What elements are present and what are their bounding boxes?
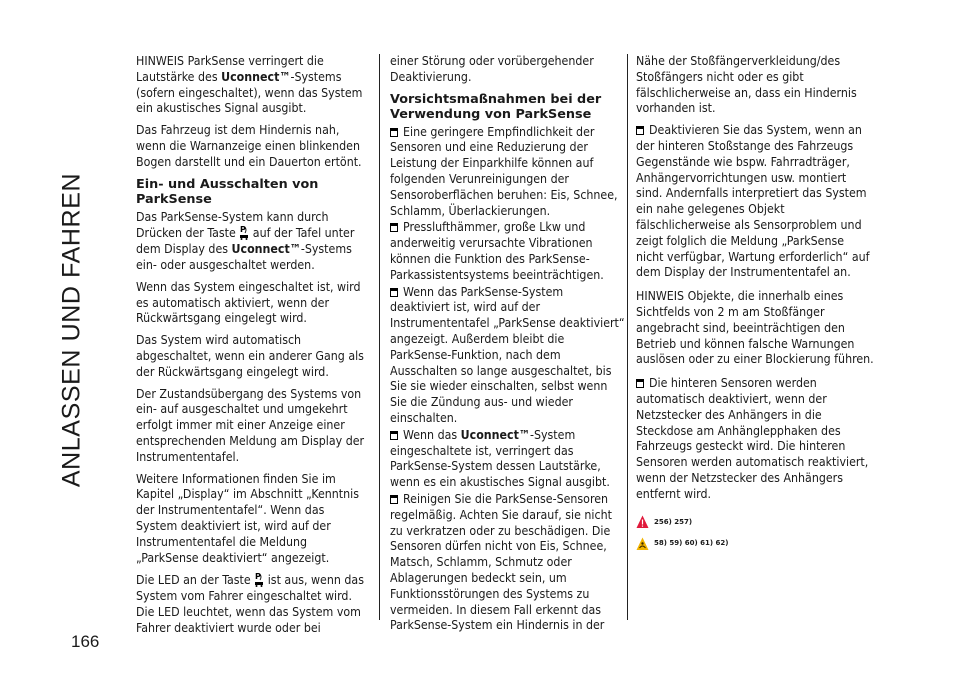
section-heading: Vorsichtsmaßnahmen bei der Verwendung von ParkSense (390, 91, 602, 123)
paragraph: Das System wird automatisch abgeschaltet, wenn ein anderer Gang als der Rückwärtsgang eingelegt wird. (136, 333, 364, 379)
brand-name: Uconnect™ (460, 427, 530, 442)
column-2 (390, 54, 626, 635)
bullet-item: Die hinteren Sensoren werden automatisch deaktiviert, wenn der Netzstecker des Anhängers in die Steckdose am Anhänglepphaken des Fahrzeugs gesteckt wird. Die hinteren Sensoren werden automatisch reaktiviert, wenn der Netzstecker des Anhängers entfernt wird. (636, 376, 869, 501)
bullet-square-icon (636, 126, 644, 135)
note-paragraph: HINWEIS Objekte, die innerhalb eines Sichtfelds von 2 m am Stoßfänger angebracht sind, beeinträchtigen den Betrieb und können falsche Warnungen auslösen oder zu einer Blockierung führen. (636, 289, 874, 367)
section-heading: Ein- und Ausschalten von ParkSense (136, 176, 319, 208)
caution-triangle-icon (636, 537, 649, 551)
bullet-item: Presslufthämmer, große Lkw und anderweitig verursachte Vibrationen können die Funktion des ParkSense-Parkassistentsystems beeinträchtigen. (390, 220, 604, 282)
bullet-square-icon (390, 128, 398, 137)
bullet-item: Wenn das Uconnect™-System eingeschaltete ist, verringert das ParkSense-System dessen Lautstärke, wenn es ein akustisches Signal ausgibt. (390, 427, 610, 490)
paragraph: Nähe der Stoßfängerverkleidung/des Stoßfängers nicht oder es gibt fälschlicherweise an, dass ein Hindernis vorhanden ist. (636, 54, 857, 116)
warning-references (636, 515, 874, 531)
svg-text:P: P (255, 572, 262, 582)
bullet-square-icon (390, 288, 398, 297)
column-divider-1 (379, 54, 380, 620)
bullet-square-icon (390, 431, 398, 440)
bullet-square-icon (390, 495, 398, 504)
bullet-item: Deaktivieren Sie das System, wenn an der hinteren Stoßstange des Fahrzeugs Gegenstände wie bspw. Fahrradträger, Anhängervorrichtungen usw. montiert sind. Andernfalls interpretiert das System ein nahe gelegenes Objekt fälschlicherweise als Sensorproblem und zeigt folglich die Meldung „ParkSense nicht verfügbar, Wartung erforderlich“ auf dem Display der Instrumententafel an. (636, 123, 870, 280)
parksense-button-icon (254, 572, 264, 587)
caution-reference-numbers: 58) 59) 60) 61) 62) (654, 539, 729, 548)
column-1 (136, 54, 368, 643)
paragraph: Weitere Informationen finden Sie im Kapitel „Display“ im Abschnitt „Kenntnis der Instrumententafel“. Wenn das System deaktiviert ist, wird auf der Instrumententafel die Meldung „ParkSense deaktiviert“ angezeigt. (136, 471, 359, 565)
parksense-button-icon (239, 225, 249, 240)
paragraph: Die LED an der Taste P ist aus, wenn das System vom Fahrer eingeschaltet wird. Die LED leuchtet, wenn das System vom Fahrer deaktiviert wurde oder bei (136, 572, 364, 635)
brand-name: Uconnect™ (231, 242, 301, 257)
bullet-item: Eine geringere Empfindlichkeit der Sensoren und eine Reduzierung der Leistung der Einparkhilfe können auf folgenden Verunreinigungen der Sensoroberflächen beruhen: Eis, Schnee, Schlamm, Überlackierungen. (390, 124, 618, 218)
paragraph: Der Zustandsübergang des Systems von ein- auf ausgeschaltet und umgekehrt erfolgt immer mit einer Anzeige einer entsprechenden Meldung am Display der Instrumententafel. (136, 386, 365, 464)
paragraph: Das ParkSense-System kann durch Drücken der Taste P auf der Tafel unter dem Display des Uconnect™-Systems ein- oder ausgeschaltet werden. (136, 209, 355, 272)
page-number: 166 (71, 632, 100, 651)
bullet-square-icon (390, 223, 398, 232)
note-paragraph: HINWEIS ParkSense verringert die Lautstärke des Uconnect™-Systems (sofern eingeschaltet), wenn das System ein akustisches Signal ausgibt. (136, 54, 363, 116)
bullet-item: Wenn das ParkSense-System deaktiviert ist, wird auf der Instrumententafel „ParkSense deaktiviert“ angezeigt. Außerdem bleibt die ParkSense-Funktion, nach dem Ausschalten so lange ausgeschaltet, bis Sie sie wieder einschalten, selbst wenn Sie die Zündung aus- und wieder einschalten. (390, 284, 625, 425)
bullet-item: Reinigen Sie die ParkSense-Sensoren regelmäßig. Achten Sie darauf, sie nicht zu verkratzen oder zu beschädigen. Die Sensoren dürfen nicht von Eis, Schnee, Matsch, Schlamm, Schmutz oder Ablagerungen bedeckt sein, um Funktionsstörungen des Systems zu vermeiden. In diesem Fall erkennt das ParkSense-System ein Hindernis in der (390, 491, 612, 633)
paragraph: Wenn das System eingeschaltet ist, wird es automatisch aktiviert, wenn der Rückwärtsgang eingelegt wird. (136, 279, 361, 326)
warning-reference-numbers: 256) 257) (654, 517, 693, 526)
warning-triangle-icon (636, 515, 649, 529)
section-title-text: ANLASSEN UND FAHREN (57, 172, 86, 488)
column-3 (636, 54, 874, 552)
bullet-square-icon (636, 379, 644, 388)
paragraph: Das Fahrzeug ist dem Hindernis nah, wenn die Warnanzeige einen blinkenden Bogen darstellt und ein Dauerton ertönt. (136, 123, 362, 169)
column-divider-2 (627, 54, 628, 620)
paragraph: einer Störung oder vorübergehender Deaktivierung. (390, 54, 594, 84)
brand-name: Uconnect™ (221, 69, 291, 84)
svg-text:P: P (240, 225, 247, 235)
caution-references (636, 536, 874, 552)
